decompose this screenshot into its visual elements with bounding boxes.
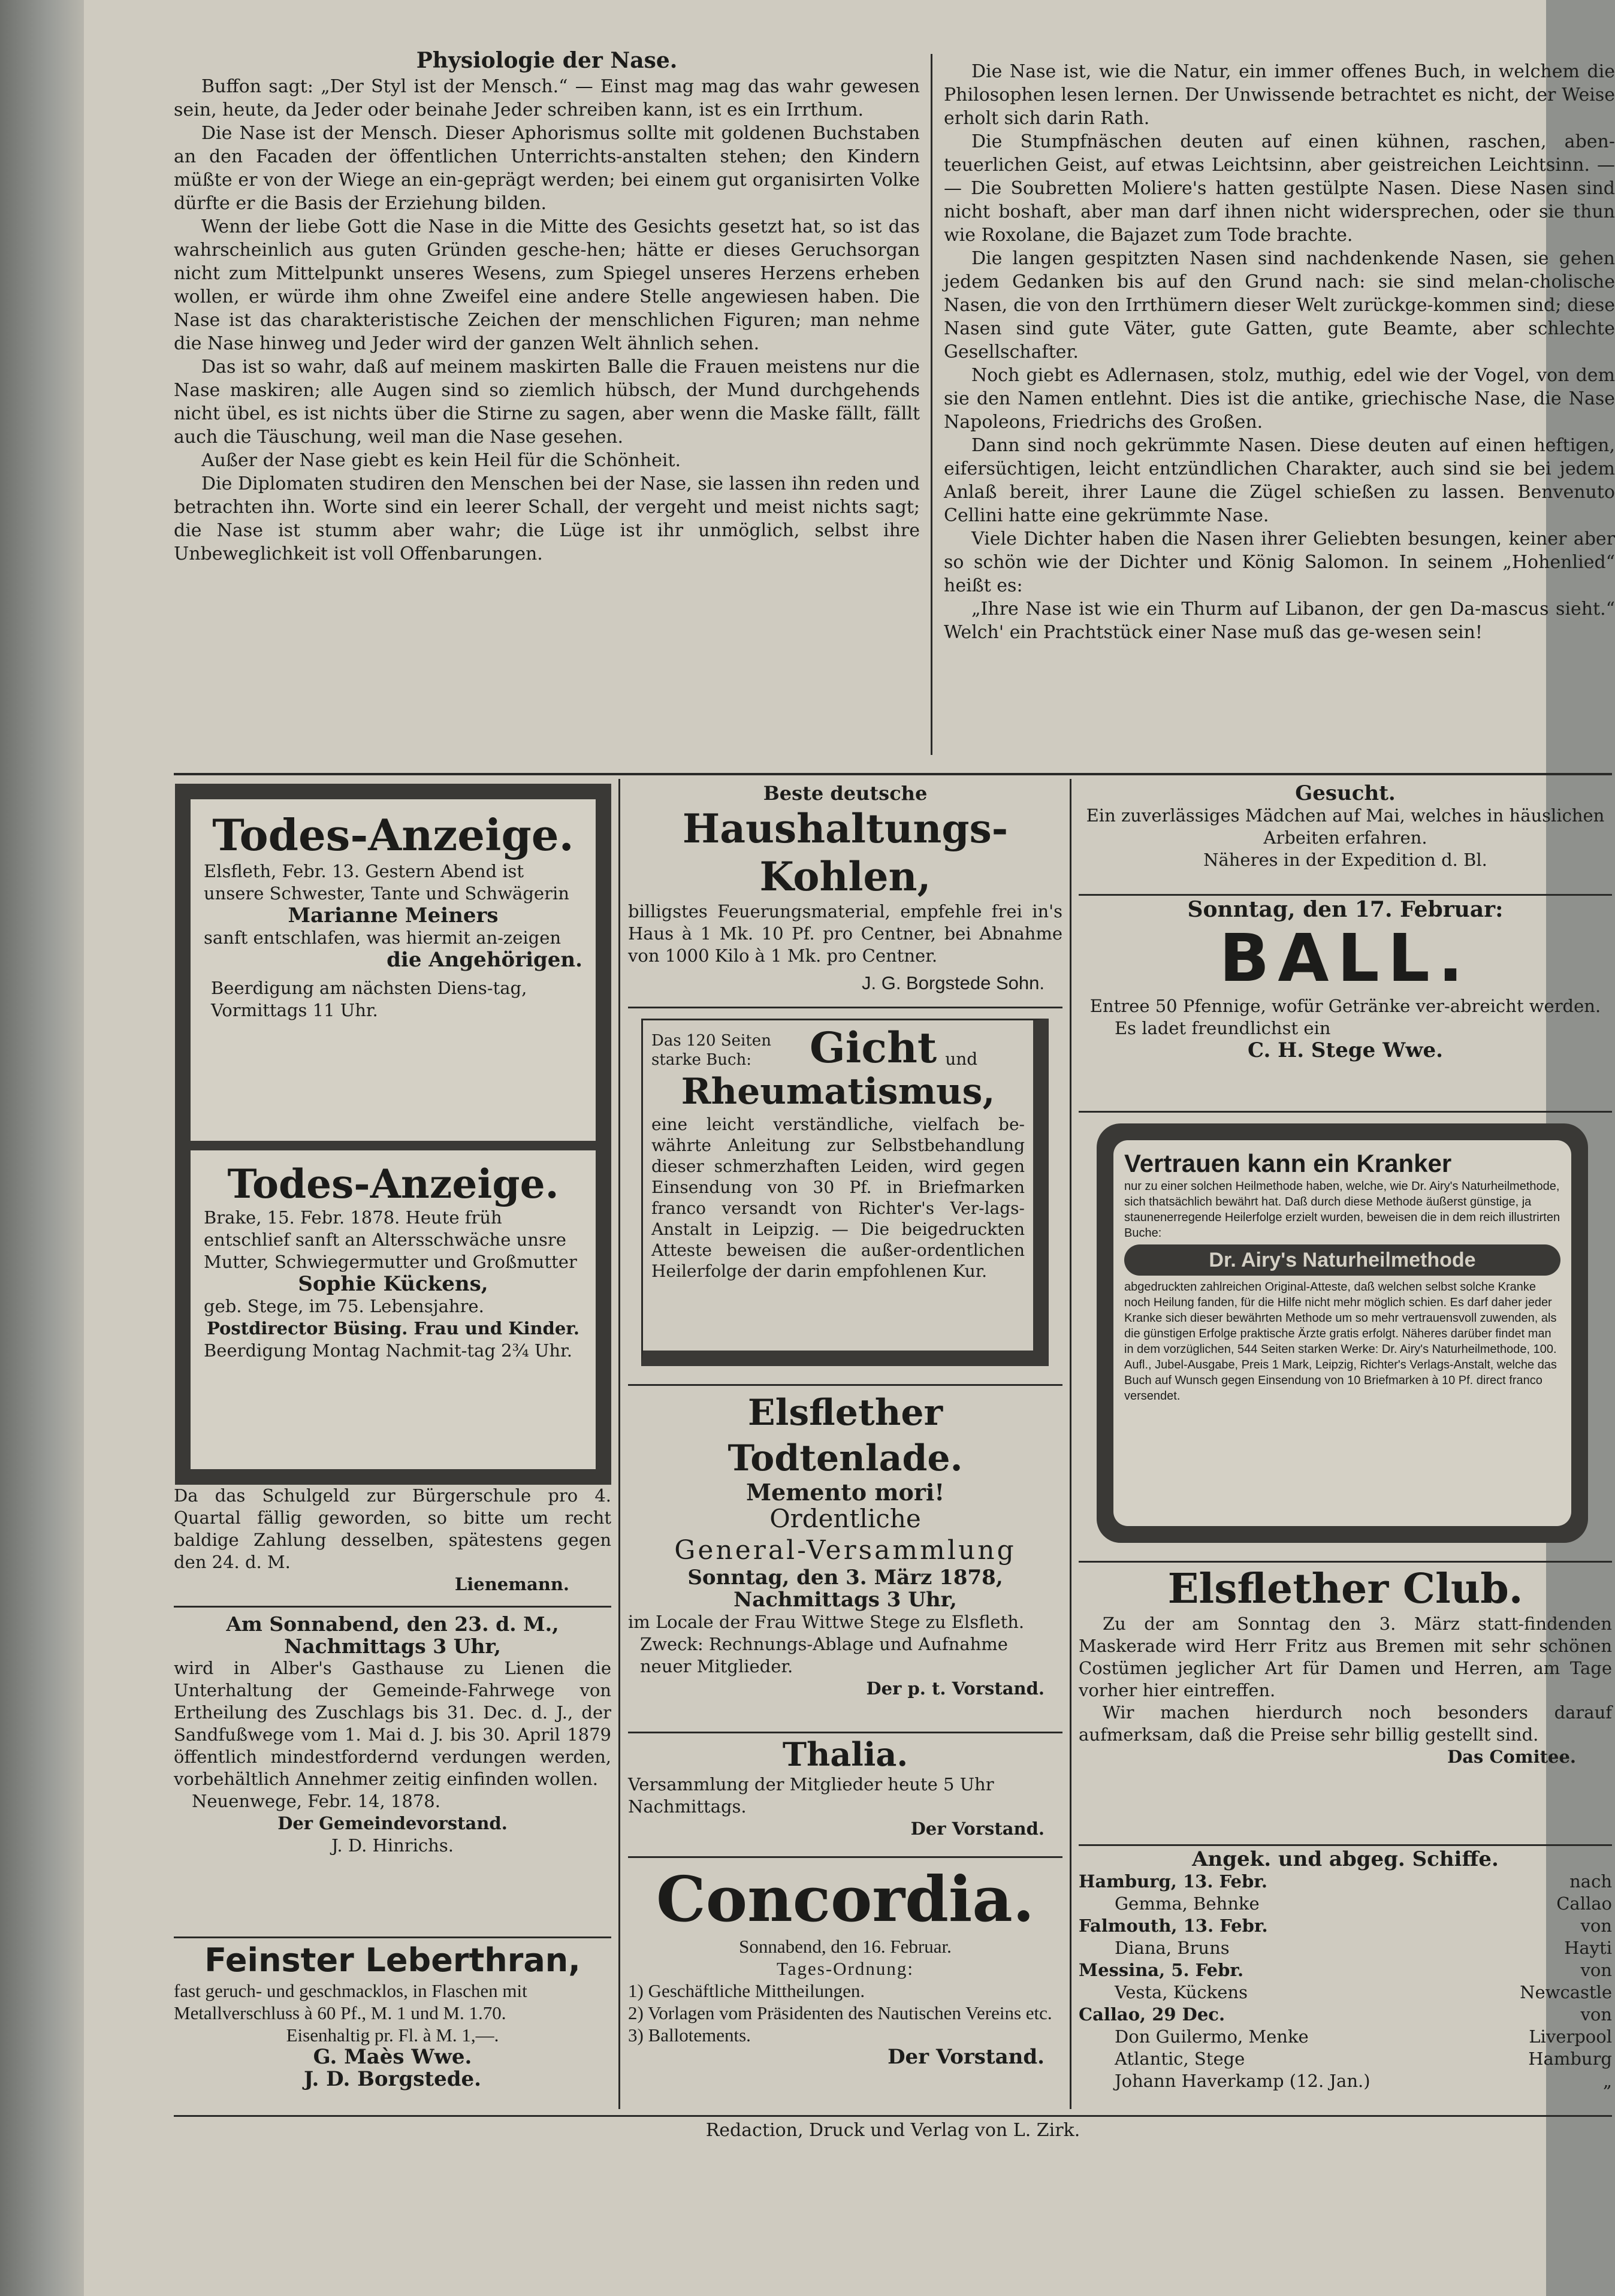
ship-name: Johann Haverkamp (12. Jan.) [1115, 2071, 1371, 2091]
ship-entry [1079, 2070, 1612, 2092]
death-notice-signature: die Angehörigen. [387, 948, 582, 972]
coal-ad [628, 783, 1062, 994]
wanted-ad [1079, 783, 1612, 871]
ad-rule [628, 1732, 1062, 1733]
article-paragraph: Dann sind noch gekrümmte Nasen. Diese deuten auf einen heftigen, eifersüchtigen, leicht entzündlichen Charakter, auch sind sie bei jedem Anlaß bereit, ihrer Laune die Zügel schießen zu lassen. Benvenuto Cellini hatte eine gekrümmte Nase. [944, 435, 1615, 526]
gout-book-title-2: Rheumatismus, [681, 1071, 995, 1113]
thalia-signature: Der Vorstand. [910, 1818, 1045, 1839]
article-paragraph: Außer der Nase giebt es kein Heil für die Schönheit. [201, 450, 681, 471]
ball-date: Sonntag, den 17. Februar: [1187, 897, 1504, 922]
ship-destination: Newcastle [1520, 1982, 1612, 2002]
concordia-ad [628, 1863, 1062, 2068]
ad-rule [628, 1856, 1062, 1858]
thalia-ad [628, 1735, 1062, 1840]
ship-name: Atlantic, Stege [1115, 2049, 1245, 2069]
ship-direction: von [1580, 2004, 1612, 2025]
death-notice-burial: Beerdigung am nächsten Diens-tag, Vormittags 11 Uhr. [211, 978, 527, 1020]
ship-name: Diana, Bruns [1115, 1938, 1230, 1958]
article-paragraph: Die Diplomaten studiren den Menschen bei der Nase, sie lassen ihn reden und betrachten ihn. Worte sind ein leerer Schall, der vergeht und meist nichts sagt; die Nase ist stumm aber wahr; die Lüge ist ihr unmöglich, selbst ihre Unbeweglichkeit ist voll Offenbarungen. [174, 473, 920, 564]
ad-rule [1079, 894, 1612, 896]
club-signature: Das Comitee. [1447, 1747, 1576, 1767]
ship-destination: Liverpool [1529, 2026, 1612, 2047]
ad-rule [1079, 1561, 1612, 1563]
burial-fund-place: im Locale der Frau Wittwe Stege zu Elsfleth. [628, 1612, 1025, 1632]
ball-invite: Es ladet freundlichst ein [1115, 1018, 1331, 1038]
ad-rule [1079, 1844, 1612, 1846]
ship-port: Falmouth, 13. Febr. [1079, 1916, 1268, 1936]
article-paragraph: Die Stumpfnäschen deuten auf einen kühnen, raschen, aben-teuerlichen Geist, auf etwas Leichtsinn, aber geistreichen Leichtsinn. — — Die Soubretten Moliere's hatten gestülpte Nasen. Diese Nasen sind nicht boshaft, aber man darf ihnen nicht widersprechen, oder sie thun wie Roxolane, die Bajazet zum Tode brachte. [944, 131, 1615, 246]
gout-book-ad [641, 1019, 1049, 1366]
death-notice-signature: Postdirector Büsing. Frau und Kinder. [207, 1318, 579, 1339]
concordia-agenda: Tages-Ordnung: [776, 1958, 914, 1979]
wanted-more: Näheres in der Expedition d. Bl. [1203, 850, 1487, 870]
concordia-item: 1) Geschäftliche Mittheilungen. [628, 1980, 865, 2001]
death-notice-1 [175, 784, 611, 1149]
municipal-notice [174, 1613, 611, 1857]
municipal-notice-name: J. D. Hinrichs. [331, 1835, 454, 1856]
article-paragraph: Buffon sagt: „Der Styl ist der Mensch.“ — Einst mag mag das wahr gewesen sein, heute, da Jeder oder beinahe Jeder schreiben kann, ist es ein Irrthum. [174, 76, 920, 120]
coal-ad-text: billigstes Feuerungsmaterial, empfehle frei in's Haus à 1 Mk. 10 Pf. pro Centner, bei Abnahme von 1000 Kilo à 1 Mk. pro Centner. [628, 901, 1062, 966]
airy-ad-text2: abgedruckten zahlreichen Original-Atteste, daß welchen selbst solche Kranke noch Heilung fanden, für die Hilfe nicht mehr möglich schien. Es darf daher jeder Kranke sich dieser bewährten Methode um so mehr vertrauensvoll zuwenden, als die günstigen Erfolge praktische Ärzte gratis erfolgt. Näheres darüber findet man in dem vorzüglichen, 544 Seiten starken Werke: Dr. Airy's Naturheilmethode, 100. Aufl., Jubel-Ausgabe, Preis 1 Mark, Leipzig, Richter's Verlags-Anstalt, welche das Buch auf Wunsch gegen Einsendung von 10 Briefmarken à 10 Pf. direct franco versendet. [1124, 1280, 1557, 1403]
club-text: Zu der am Sonntag den 3. März statt-findenden Maskerade wird Herr Fritz aus Bremen mit sehr schönen Costümen jeglicher Art für Damen und Herren, am Tage vorher hier eintreffen. [1079, 1614, 1612, 1700]
airy-ad [1097, 1123, 1588, 1543]
school-fee-notice [174, 1485, 611, 1596]
article-title: Physiologie der Nase. [416, 48, 678, 73]
ship-entry [1079, 1937, 1612, 1959]
ship-entry [1079, 1871, 1612, 1893]
ship-destination: „ [1602, 2071, 1612, 2091]
ship-destination: Hayti [1564, 1938, 1612, 1958]
cod-liver-oil-title: Feinster Leberthran, [204, 1941, 581, 1979]
ship-name: Vesta, Kückens [1115, 1982, 1248, 2002]
article-paragraph: Die Nase ist, wie die Natur, ein immer offenes Buch, in welchem die Philosophen lesen lernen. Der Unwissende betrachtet es nicht, der Weise erholt sich darin Rath. [944, 61, 1615, 129]
article-paragraph: „Ihre Nase ist wie ein Thurm auf Libanon, der gen Da-mascus sieht.“ Welch' ein Prachtstück einer Nase muß das ge-wesen sein! [944, 599, 1615, 643]
ad-rule [1079, 1111, 1612, 1113]
burial-fund-title: Elsflether Todtenlade. [727, 1392, 963, 1479]
ships-title: Angek. und abgeg. Schiffe. [1192, 1847, 1499, 1871]
death-notice-body: Brake, 15. Febr. 1878. Heute früh entschlief sanft an Altersschwäche unsre Mutter, Schwiegermutter und Großmutter [204, 1207, 577, 1272]
concordia-date: Sonnabend, den 16. Februar. [739, 1936, 952, 1957]
cod-liver-oil-text: fast geruch- und geschmacklos, in Flaschen mit Metallverschluss à 60 Pf., M. 1 und M. 1.70. [174, 1980, 527, 2023]
concordia-item: 3) Ballotements. [628, 2025, 751, 2046]
death-notice-body: Elsfleth, Febr. 13. Gestern Abend ist unsere Schwester, Tante und Schwägerin [204, 861, 569, 904]
death-notice-name: Sophie Kückens, [298, 1272, 488, 1296]
burial-fund-ad [628, 1390, 1062, 1700]
book-spine [0, 0, 84, 2296]
municipal-notice-title: Am Sonnabend, den 23. d. M., Nachmittags 3 Uhr, [226, 1612, 559, 1658]
death-notice-body2: sanft entschlafen, was hiermit an-zeigen [204, 928, 562, 948]
concordia-item: 2) Vorlagen vom Präsidenten des Nautischen Vereins etc. [628, 2002, 1052, 2023]
ad-column-rule-2 [1070, 779, 1071, 2109]
gout-book-text: eine leicht verständliche, vielfach be-währte Anleitung zur Selbstbehandlung dieser schmerzhaften Leiden, wird gegen Einsendung von 30 Pf. in Briefmarken franco versandt von Richter's Ver-lags-Anstalt in Leipzig. — Die beigedruckten Atteste beweisen die außer-ordentlichen Heilerfolge der darin empfohlenen Kur. [651, 1114, 1025, 1281]
ship-entry [1079, 2048, 1612, 2070]
article-paragraph: Viele Dichter haben die Nasen ihrer Geliebten besungen, keiner aber so schön wie der Dichter und König Salomon. In seinem „Hohenlied“ heißt es: [944, 528, 1615, 596]
club-ad [1079, 1565, 1612, 1768]
thalia-text: Versammlung der Mitglieder heute 5 Uhr Nachmittags. [628, 1774, 994, 1817]
municipal-notice-signature: Der Gemeindevorstand. [277, 1813, 508, 1833]
gout-book-pre: Das 120 Seiten starke Buch: [651, 1032, 771, 1069]
burial-fund-sub1: Ordentliche [769, 1504, 921, 1533]
airy-ad-inner [1113, 1140, 1571, 1526]
ship-entry [1079, 1915, 1612, 1937]
cod-liver-oil-price: Eisenhaltig pr. Fl. à M. 1,—. [286, 2025, 499, 2046]
ad-rule [628, 1384, 1062, 1386]
ship-entry [1079, 2026, 1612, 2048]
ships-list [1079, 1848, 1612, 2092]
coal-ad-title: Haushaltungs-Kohlen, [682, 805, 1009, 900]
ship-destination: Callao [1556, 1893, 1612, 1914]
thalia-title: Thalia. [782, 1735, 908, 1774]
imprint-footer: Redaction, Druck und Verlag von L. Zirk. [705, 2120, 1080, 2141]
death-notice-body2: geb. Stege, im 75. Lebensjahre. [204, 1296, 484, 1316]
ship-direction: nach [1569, 1871, 1612, 1892]
gout-book-und: und [945, 1049, 978, 1069]
concordia-title: Concordia. [656, 1862, 1035, 1936]
ball-title: BALL. [1219, 920, 1472, 996]
ad-rule [628, 1007, 1062, 1008]
ship-entry [1079, 1959, 1612, 1981]
article-paragraph: Das ist so wahr, daß auf meinem maskirten Balle die Frauen meistens nur die Nase maskiren; alle Augen sind so ziemlich hübsch, der Mund durchgehends nicht übel, es ist nichts über die Stirne zu sagen, aber wenn die Maske fällt, fällt auch die Täuschung, weil man die Nase gesehen. [174, 357, 920, 448]
death-notice-2 [175, 1142, 611, 1485]
footer-rule [174, 2115, 1612, 2117]
article-paragraph: Noch giebt es Adlernasen, stolz, muthig, edel wie der Vogel, von dem sie den Namen entlehnt. Dies ist die antike, griechische Nase, die Nase Napoleons, Friedrichs des Großen. [944, 365, 1615, 433]
ship-name: Gemma, Behnke [1115, 1893, 1260, 1914]
ad-rule [174, 1606, 611, 1608]
ship-entry [1079, 1981, 1612, 2004]
cod-liver-oil-seller-1: G. Maès Wwe. [313, 2045, 472, 2069]
article-left-column [174, 49, 920, 566]
article-paragraph: Wenn der liebe Gott die Nase in die Mitte des Gesichts gesetzt hat, so ist das wahrscheinlich aus guten Gründen gesche-hen; hätte er dieses Geruchsorgan nicht zum Mittelpunkt unseres Wesens, zum Spiegel unseres Herzens erheben wollen, er würde ihm ohne Zweifel eine andere Stelle angewiesen haben. Die Nase ist das charakteristische Zeichen der menschlichen Figuren; man nehme die Nase hinweg und Jeder wird der ganzen Welt ähnlich sehen. [174, 216, 920, 354]
municipal-notice-text: wird in Alber's Gasthause zu Lienen die Unterhaltung der Gemeinde-Fahrwege von Ertheilung des Zuschlags bis 31. Dec. d. J., der Sandfußwege vom 1. Mai d. J. bis 30. April 1879 öffentlich mindestfordernd verdungen werden, vorbehältlich Annehmer zeitig einfinden wollen. [174, 1658, 611, 1789]
burial-fund-date: Sonntag, den 3. März 1878, [687, 1566, 1003, 1590]
cod-liver-oil-ad [174, 1941, 611, 2090]
article-right-column [944, 60, 1615, 644]
article-paragraph: Die Nase ist der Mensch. Dieser Aphorismus sollte mit goldenen Buchstaben an den Facaden der öffentlichen Unterrichts-anstalten stehen; den Kindern müßte er von der Wiege an ein-geprägt werden; bei einem gut organisirten Volke dürfte er die Basis der Erziehung bilden. [174, 123, 920, 214]
club-title: Elsflether Club. [1167, 1565, 1523, 1613]
section-rule [174, 773, 1612, 775]
ball-ad [1079, 899, 1612, 1062]
article-paragraph: Die langen gespitzten Nasen sind nachdenkende Nasen, sie gehen jedem Gedanken bis auf den Grund nach: sie sind melan-cholische Nasen, die von den Irrthümern dieser Welt zurückge-kommen sind; diese Nasen sind gute Väter, gute Gatten, gute Beamte, aber schlechte Gesellschafter. [944, 248, 1615, 362]
coal-ad-kicker: Beste deutsche [763, 782, 928, 805]
ship-port: Messina, 5. Febr. [1079, 1960, 1244, 1980]
airy-ad-title: Vertrauen kann ein Kranker [1124, 1149, 1452, 1177]
burial-fund-signature: Der p. t. Vorstand. [866, 1678, 1045, 1699]
death-notice-title: Todes-Anzeige. [212, 809, 574, 860]
club-text2: Wir machen hierdurch noch besonders darauf aufmerksam, daß die Preise sehr billig gestellt sind. [1079, 1702, 1612, 1745]
ship-port: Hamburg, 13. Febr. [1079, 1871, 1267, 1892]
ship-direction: von [1580, 1916, 1612, 1936]
school-fee-text: Da das Schulgeld zur Bürgerschule pro 4. Quartal fällig geworden, so bitte um recht baldige Zahlung desselben, spätestens gegen den 24. d. M. [174, 1485, 611, 1572]
ship-name: Don Guilermo, Menke [1115, 2026, 1309, 2047]
death-notice-title: Todes-Anzeige. [227, 1161, 559, 1207]
death-notice-burial: Beerdigung Montag Nachmit-tag 2¾ Uhr. [204, 1340, 572, 1361]
column-rule [931, 54, 932, 755]
school-fee-signature: Lienemann. [454, 1574, 569, 1594]
coal-ad-signature: J. G. Borgstede Sohn. [861, 972, 1045, 993]
burial-fund-time: Nachmittags 3 Uhr, [733, 1588, 957, 1612]
ball-signature: C. H. Stege Wwe. [1248, 1038, 1443, 1062]
ball-text: Entree 50 Pfennige, wofür Getränke ver-abreicht werden. [1089, 996, 1601, 1016]
burial-fund-purpose: Zweck: Rechnungs-Ablage und Aufnahme neuer Mitglieder. [640, 1634, 1008, 1676]
gout-book-title-1: Gicht [810, 1023, 937, 1073]
ship-entry [1079, 1893, 1612, 1915]
cod-liver-oil-seller-2: J. D. Borgstede. [304, 2067, 481, 2091]
death-notice-name: Marianne Meiners [288, 904, 499, 928]
ship-direction: von [1580, 1960, 1612, 1980]
wanted-text: Ein zuverlässiges Mädchen auf Mai, welches in häuslichen Arbeiten erfahren. [1086, 805, 1605, 848]
ship-port: Callao, 29 Dec. [1079, 2004, 1225, 2025]
airy-ad-name: Dr. Airy's Naturheilmethode [1124, 1244, 1560, 1276]
burial-fund-motto: Memento mori! [745, 1479, 945, 1506]
ship-entry [1079, 2004, 1612, 2026]
airy-ad-text1: nur zu einer solchen Heilmethode haben, welche, wie Dr. Airy's Naturheilmethode, sich thatsächlich bewährt hat. Daß durch diese Methode äußerst günstige, ja staunenerregende Heilerfolge erzielt wurden, beweisen die in dem reich illustrirten Buche: [1124, 1180, 1560, 1240]
wanted-title: Gesucht. [1295, 781, 1396, 805]
ship-destination: Hamburg [1528, 2049, 1612, 2069]
newspaper-page [84, 0, 1615, 2296]
burial-fund-sub2: General-Versammlung [674, 1535, 1016, 1566]
ad-rule [174, 1937, 611, 1938]
ad-column-rule-1 [618, 779, 620, 2109]
municipal-notice-date: Neuenwege, Febr. 14, 1878. [192, 1791, 440, 1811]
concordia-signature: Der Vorstand. [888, 2045, 1045, 2069]
